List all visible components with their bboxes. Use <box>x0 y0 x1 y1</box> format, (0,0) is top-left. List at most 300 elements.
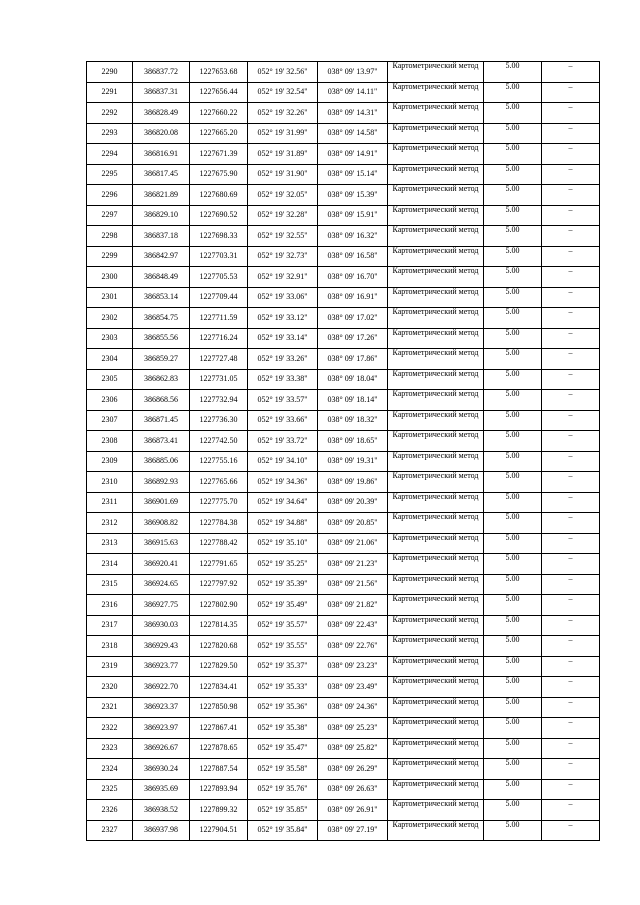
point-number-cell: 2295 <box>87 164 133 185</box>
method-cell: Картометрический метод <box>388 369 484 390</box>
latitude-cell: 052° 19' 35.76" <box>248 779 318 800</box>
latitude-cell: 052° 19' 32.26" <box>248 103 318 124</box>
longitude-cell: 038° 09' 17.86" <box>318 349 388 370</box>
note-cell: – <box>542 369 600 390</box>
table-row <box>87 267 600 288</box>
note-cell: – <box>542 164 600 185</box>
x-coordinate-cell: 386837.72 <box>133 62 190 83</box>
method-cell: Картометрический метод <box>388 800 484 821</box>
latitude-cell: 052° 19' 35.84" <box>248 820 318 841</box>
accuracy-cell: 5.00 <box>484 410 542 431</box>
y-coordinate-cell: 1227709.44 <box>190 287 248 308</box>
note-cell: – <box>542 205 600 226</box>
y-coordinate-cell: 1227698.33 <box>190 226 248 247</box>
note-cell: – <box>542 390 600 411</box>
longitude-cell: 038° 09' 16.91" <box>318 287 388 308</box>
y-coordinate-cell: 1227703.31 <box>190 246 248 267</box>
point-number-cell: 2314 <box>87 554 133 575</box>
note-cell: – <box>542 697 600 718</box>
note-cell: – <box>542 779 600 800</box>
table-row <box>87 636 600 657</box>
table-row <box>87 369 600 390</box>
longitude-cell: 038° 09' 18.04" <box>318 369 388 390</box>
latitude-cell: 052° 19' 35.57" <box>248 615 318 636</box>
accuracy-cell: 5.00 <box>484 492 542 513</box>
y-coordinate-cell: 1227797.92 <box>190 574 248 595</box>
accuracy-cell: 5.00 <box>484 226 542 247</box>
point-number-cell: 2302 <box>87 308 133 329</box>
x-coordinate-cell: 386926.67 <box>133 738 190 759</box>
accuracy-cell: 5.00 <box>484 533 542 554</box>
longitude-cell: 038° 09' 14.11" <box>318 82 388 103</box>
x-coordinate-cell: 386922.70 <box>133 677 190 698</box>
latitude-cell: 052° 19' 35.36" <box>248 697 318 718</box>
latitude-cell: 052° 19' 32.91" <box>248 267 318 288</box>
x-coordinate-cell: 386892.93 <box>133 472 190 493</box>
method-cell: Картометрический метод <box>388 759 484 780</box>
note-cell: – <box>542 718 600 739</box>
point-number-cell: 2316 <box>87 595 133 616</box>
note-cell: – <box>542 595 600 616</box>
point-number-cell: 2294 <box>87 144 133 165</box>
x-coordinate-cell: 386868.56 <box>133 390 190 411</box>
latitude-cell: 052° 19' 31.89" <box>248 144 318 165</box>
note-cell: – <box>542 800 600 821</box>
point-number-cell: 2291 <box>87 82 133 103</box>
note-cell: – <box>542 759 600 780</box>
x-coordinate-cell: 386930.24 <box>133 759 190 780</box>
latitude-cell: 052° 19' 35.58" <box>248 759 318 780</box>
note-cell: – <box>542 144 600 165</box>
longitude-cell: 038° 09' 22.76" <box>318 636 388 657</box>
latitude-cell: 052° 19' 33.06" <box>248 287 318 308</box>
y-coordinate-cell: 1227675.90 <box>190 164 248 185</box>
accuracy-cell: 5.00 <box>484 800 542 821</box>
table-row <box>87 185 600 206</box>
longitude-cell: 038° 09' 25.23" <box>318 718 388 739</box>
method-cell: Картометрический метод <box>388 267 484 288</box>
method-cell: Картометрический метод <box>388 677 484 698</box>
method-cell: Картометрический метод <box>388 287 484 308</box>
method-cell: Картометрический метод <box>388 349 484 370</box>
table-row <box>87 800 600 821</box>
longitude-cell: 038° 09' 26.91" <box>318 800 388 821</box>
latitude-cell: 052° 19' 35.38" <box>248 718 318 739</box>
y-coordinate-cell: 1227829.50 <box>190 656 248 677</box>
latitude-cell: 052° 19' 35.47" <box>248 738 318 759</box>
x-coordinate-cell: 386923.97 <box>133 718 190 739</box>
latitude-cell: 052° 19' 35.10" <box>248 533 318 554</box>
method-cell: Картометрический метод <box>388 554 484 575</box>
point-number-cell: 2290 <box>87 62 133 83</box>
table-body <box>87 62 600 841</box>
point-number-cell: 2322 <box>87 718 133 739</box>
latitude-cell: 052° 19' 34.36" <box>248 472 318 493</box>
point-number-cell: 2325 <box>87 779 133 800</box>
point-number-cell: 2298 <box>87 226 133 247</box>
table-row <box>87 226 600 247</box>
x-coordinate-cell: 386859.27 <box>133 349 190 370</box>
y-coordinate-cell: 1227887.54 <box>190 759 248 780</box>
latitude-cell: 052° 19' 35.49" <box>248 595 318 616</box>
longitude-cell: 038° 09' 16.32" <box>318 226 388 247</box>
y-coordinate-cell: 1227775.70 <box>190 492 248 513</box>
longitude-cell: 038° 09' 23.49" <box>318 677 388 698</box>
point-number-cell: 2297 <box>87 205 133 226</box>
note-cell: – <box>542 246 600 267</box>
y-coordinate-cell: 1227867.41 <box>190 718 248 739</box>
x-coordinate-cell: 386821.89 <box>133 185 190 206</box>
coordinates-table <box>86 61 600 841</box>
table-row <box>87 349 600 370</box>
x-coordinate-cell: 386816.91 <box>133 144 190 165</box>
y-coordinate-cell: 1227690.52 <box>190 205 248 226</box>
accuracy-cell: 5.00 <box>484 267 542 288</box>
latitude-cell: 052° 19' 35.55" <box>248 636 318 657</box>
y-coordinate-cell: 1227788.42 <box>190 533 248 554</box>
latitude-cell: 052° 19' 32.28" <box>248 205 318 226</box>
table-row <box>87 123 600 144</box>
table-row <box>87 390 600 411</box>
y-coordinate-cell: 1227755.16 <box>190 451 248 472</box>
latitude-cell: 052° 19' 32.73" <box>248 246 318 267</box>
method-cell: Картометрический метод <box>388 656 484 677</box>
x-coordinate-cell: 386862.83 <box>133 369 190 390</box>
table-row <box>87 144 600 165</box>
longitude-cell: 038° 09' 16.70" <box>318 267 388 288</box>
table-row <box>87 738 600 759</box>
y-coordinate-cell: 1227834.41 <box>190 677 248 698</box>
point-number-cell: 2305 <box>87 369 133 390</box>
x-coordinate-cell: 386854.75 <box>133 308 190 329</box>
method-cell: Картометрический метод <box>388 390 484 411</box>
table-row <box>87 328 600 349</box>
accuracy-cell: 5.00 <box>484 779 542 800</box>
longitude-cell: 038° 09' 19.86" <box>318 472 388 493</box>
latitude-cell: 052° 19' 35.25" <box>248 554 318 575</box>
longitude-cell: 038° 09' 13.97" <box>318 62 388 83</box>
y-coordinate-cell: 1227653.68 <box>190 62 248 83</box>
method-cell: Картометрический метод <box>388 62 484 83</box>
note-cell: – <box>542 328 600 349</box>
method-cell: Картометрический метод <box>388 533 484 554</box>
table-row <box>87 677 600 698</box>
method-cell: Картометрический метод <box>388 492 484 513</box>
point-number-cell: 2312 <box>87 513 133 534</box>
longitude-cell: 038° 09' 15.14" <box>318 164 388 185</box>
y-coordinate-cell: 1227665.20 <box>190 123 248 144</box>
y-coordinate-cell: 1227850.98 <box>190 697 248 718</box>
x-coordinate-cell: 386828.49 <box>133 103 190 124</box>
method-cell: Картометрический метод <box>388 451 484 472</box>
note-cell: – <box>542 554 600 575</box>
point-number-cell: 2317 <box>87 615 133 636</box>
table-row <box>87 574 600 595</box>
accuracy-cell: 5.00 <box>484 287 542 308</box>
point-number-cell: 2292 <box>87 103 133 124</box>
accuracy-cell: 5.00 <box>484 574 542 595</box>
longitude-cell: 038° 09' 25.82" <box>318 738 388 759</box>
latitude-cell: 052° 19' 32.54" <box>248 82 318 103</box>
table-row <box>87 718 600 739</box>
accuracy-cell: 5.00 <box>484 513 542 534</box>
method-cell: Картометрический метод <box>388 144 484 165</box>
longitude-cell: 038° 09' 16.58" <box>318 246 388 267</box>
method-cell: Картометрический метод <box>388 779 484 800</box>
latitude-cell: 052° 19' 34.10" <box>248 451 318 472</box>
method-cell: Картометрический метод <box>388 226 484 247</box>
latitude-cell: 052° 19' 32.56" <box>248 62 318 83</box>
table-row <box>87 820 600 841</box>
note-cell: – <box>542 308 600 329</box>
y-coordinate-cell: 1227802.90 <box>190 595 248 616</box>
point-number-cell: 2323 <box>87 738 133 759</box>
note-cell: – <box>542 82 600 103</box>
latitude-cell: 052° 19' 33.12" <box>248 308 318 329</box>
longitude-cell: 038° 09' 23.23" <box>318 656 388 677</box>
table-row <box>87 82 600 103</box>
x-coordinate-cell: 386820.08 <box>133 123 190 144</box>
accuracy-cell: 5.00 <box>484 205 542 226</box>
x-coordinate-cell: 386927.75 <box>133 595 190 616</box>
longitude-cell: 038° 09' 22.43" <box>318 615 388 636</box>
point-number-cell: 2326 <box>87 800 133 821</box>
x-coordinate-cell: 386901.69 <box>133 492 190 513</box>
accuracy-cell: 5.00 <box>484 328 542 349</box>
x-coordinate-cell: 386873.41 <box>133 431 190 452</box>
table-row <box>87 759 600 780</box>
note-cell: – <box>542 492 600 513</box>
point-number-cell: 2304 <box>87 349 133 370</box>
point-number-cell: 2301 <box>87 287 133 308</box>
x-coordinate-cell: 386937.98 <box>133 820 190 841</box>
x-coordinate-cell: 386829.10 <box>133 205 190 226</box>
longitude-cell: 038° 09' 21.23" <box>318 554 388 575</box>
x-coordinate-cell: 386920.41 <box>133 554 190 575</box>
x-coordinate-cell: 386842.97 <box>133 246 190 267</box>
y-coordinate-cell: 1227711.59 <box>190 308 248 329</box>
y-coordinate-cell: 1227878.65 <box>190 738 248 759</box>
point-number-cell: 2296 <box>87 185 133 206</box>
table-row <box>87 103 600 124</box>
accuracy-cell: 5.00 <box>484 308 542 329</box>
table-row <box>87 164 600 185</box>
note-cell: – <box>542 820 600 841</box>
x-coordinate-cell: 386908.82 <box>133 513 190 534</box>
accuracy-cell: 5.00 <box>484 595 542 616</box>
y-coordinate-cell: 1227731.05 <box>190 369 248 390</box>
method-cell: Картометрический метод <box>388 185 484 206</box>
point-number-cell: 2309 <box>87 451 133 472</box>
accuracy-cell: 5.00 <box>484 349 542 370</box>
accuracy-cell: 5.00 <box>484 677 542 698</box>
latitude-cell: 052° 19' 35.37" <box>248 656 318 677</box>
longitude-cell: 038° 09' 27.19" <box>318 820 388 841</box>
accuracy-cell: 5.00 <box>484 62 542 83</box>
accuracy-cell: 5.00 <box>484 103 542 124</box>
y-coordinate-cell: 1227660.22 <box>190 103 248 124</box>
point-number-cell: 2324 <box>87 759 133 780</box>
method-cell: Картометрический метод <box>388 636 484 657</box>
latitude-cell: 052° 19' 31.99" <box>248 123 318 144</box>
point-number-cell: 2303 <box>87 328 133 349</box>
x-coordinate-cell: 386929.43 <box>133 636 190 657</box>
point-number-cell: 2308 <box>87 431 133 452</box>
point-number-cell: 2306 <box>87 390 133 411</box>
x-coordinate-cell: 386924.65 <box>133 574 190 595</box>
latitude-cell: 052° 19' 33.38" <box>248 369 318 390</box>
note-cell: – <box>542 410 600 431</box>
accuracy-cell: 5.00 <box>484 431 542 452</box>
longitude-cell: 038° 09' 20.39" <box>318 492 388 513</box>
point-number-cell: 2315 <box>87 574 133 595</box>
longitude-cell: 038° 09' 17.26" <box>318 328 388 349</box>
x-coordinate-cell: 386848.49 <box>133 267 190 288</box>
y-coordinate-cell: 1227820.68 <box>190 636 248 657</box>
method-cell: Картометрический метод <box>388 246 484 267</box>
table-row <box>87 492 600 513</box>
x-coordinate-cell: 386855.56 <box>133 328 190 349</box>
note-cell: – <box>542 677 600 698</box>
point-number-cell: 2319 <box>87 656 133 677</box>
accuracy-cell: 5.00 <box>484 164 542 185</box>
longitude-cell: 038° 09' 15.39" <box>318 185 388 206</box>
y-coordinate-cell: 1227893.94 <box>190 779 248 800</box>
note-cell: – <box>542 287 600 308</box>
longitude-cell: 038° 09' 26.63" <box>318 779 388 800</box>
accuracy-cell: 5.00 <box>484 615 542 636</box>
table-row <box>87 615 600 636</box>
y-coordinate-cell: 1227736.30 <box>190 410 248 431</box>
x-coordinate-cell: 386938.52 <box>133 800 190 821</box>
accuracy-cell: 5.00 <box>484 697 542 718</box>
latitude-cell: 052° 19' 35.39" <box>248 574 318 595</box>
table-row <box>87 513 600 534</box>
accuracy-cell: 5.00 <box>484 656 542 677</box>
longitude-cell: 038° 09' 24.36" <box>318 697 388 718</box>
note-cell: – <box>542 62 600 83</box>
note-cell: – <box>542 656 600 677</box>
note-cell: – <box>542 226 600 247</box>
note-cell: – <box>542 349 600 370</box>
latitude-cell: 052° 19' 34.88" <box>248 513 318 534</box>
latitude-cell: 052° 19' 33.72" <box>248 431 318 452</box>
x-coordinate-cell: 386837.31 <box>133 82 190 103</box>
point-number-cell: 2321 <box>87 697 133 718</box>
accuracy-cell: 5.00 <box>484 144 542 165</box>
accuracy-cell: 5.00 <box>484 185 542 206</box>
longitude-cell: 038° 09' 14.58" <box>318 123 388 144</box>
note-cell: – <box>542 103 600 124</box>
x-coordinate-cell: 386935.69 <box>133 779 190 800</box>
y-coordinate-cell: 1227732.94 <box>190 390 248 411</box>
longitude-cell: 038° 09' 14.31" <box>318 103 388 124</box>
x-coordinate-cell: 386930.03 <box>133 615 190 636</box>
x-coordinate-cell: 386885.06 <box>133 451 190 472</box>
method-cell: Картометрический метод <box>388 472 484 493</box>
method-cell: Картометрический метод <box>388 410 484 431</box>
y-coordinate-cell: 1227671.39 <box>190 144 248 165</box>
latitude-cell: 052° 19' 35.33" <box>248 677 318 698</box>
table-row <box>87 308 600 329</box>
x-coordinate-cell: 386923.77 <box>133 656 190 677</box>
note-cell: – <box>542 636 600 657</box>
y-coordinate-cell: 1227765.66 <box>190 472 248 493</box>
method-cell: Картометрический метод <box>388 123 484 144</box>
method-cell: Картометрический метод <box>388 820 484 841</box>
method-cell: Картометрический метод <box>388 615 484 636</box>
y-coordinate-cell: 1227656.44 <box>190 82 248 103</box>
table-row <box>87 410 600 431</box>
latitude-cell: 052° 19' 33.57" <box>248 390 318 411</box>
method-cell: Картометрический метод <box>388 103 484 124</box>
x-coordinate-cell: 386871.45 <box>133 410 190 431</box>
accuracy-cell: 5.00 <box>484 636 542 657</box>
point-number-cell: 2320 <box>87 677 133 698</box>
method-cell: Картометрический метод <box>388 431 484 452</box>
accuracy-cell: 5.00 <box>484 123 542 144</box>
latitude-cell: 052° 19' 33.26" <box>248 349 318 370</box>
note-cell: – <box>542 615 600 636</box>
table-row <box>87 656 600 677</box>
latitude-cell: 052° 19' 32.55" <box>248 226 318 247</box>
longitude-cell: 038° 09' 14.91" <box>318 144 388 165</box>
latitude-cell: 052° 19' 32.05" <box>248 185 318 206</box>
accuracy-cell: 5.00 <box>484 759 542 780</box>
method-cell: Картометрический метод <box>388 513 484 534</box>
longitude-cell: 038° 09' 18.65" <box>318 431 388 452</box>
accuracy-cell: 5.00 <box>484 82 542 103</box>
y-coordinate-cell: 1227680.69 <box>190 185 248 206</box>
y-coordinate-cell: 1227705.53 <box>190 267 248 288</box>
point-number-cell: 2313 <box>87 533 133 554</box>
accuracy-cell: 5.00 <box>484 820 542 841</box>
latitude-cell: 052° 19' 35.85" <box>248 800 318 821</box>
table-row <box>87 451 600 472</box>
method-cell: Картометрический метод <box>388 574 484 595</box>
longitude-cell: 038° 09' 20.85" <box>318 513 388 534</box>
latitude-cell: 052° 19' 31.90" <box>248 164 318 185</box>
y-coordinate-cell: 1227904.51 <box>190 820 248 841</box>
point-number-cell: 2299 <box>87 246 133 267</box>
method-cell: Картометрический метод <box>388 718 484 739</box>
note-cell: – <box>542 574 600 595</box>
note-cell: – <box>542 472 600 493</box>
table-row <box>87 472 600 493</box>
table-row <box>87 431 600 452</box>
accuracy-cell: 5.00 <box>484 554 542 575</box>
point-number-cell: 2311 <box>87 492 133 513</box>
accuracy-cell: 5.00 <box>484 390 542 411</box>
x-coordinate-cell: 386817.45 <box>133 164 190 185</box>
y-coordinate-cell: 1227727.48 <box>190 349 248 370</box>
note-cell: – <box>542 533 600 554</box>
longitude-cell: 038° 09' 21.56" <box>318 574 388 595</box>
accuracy-cell: 5.00 <box>484 246 542 267</box>
y-coordinate-cell: 1227899.32 <box>190 800 248 821</box>
table-row <box>87 205 600 226</box>
method-cell: Картометрический метод <box>388 697 484 718</box>
x-coordinate-cell: 386853.14 <box>133 287 190 308</box>
table-row <box>87 62 600 83</box>
latitude-cell: 052° 19' 33.66" <box>248 410 318 431</box>
note-cell: – <box>542 431 600 452</box>
note-cell: – <box>542 123 600 144</box>
accuracy-cell: 5.00 <box>484 718 542 739</box>
point-number-cell: 2293 <box>87 123 133 144</box>
latitude-cell: 052° 19' 33.14" <box>248 328 318 349</box>
note-cell: – <box>542 513 600 534</box>
